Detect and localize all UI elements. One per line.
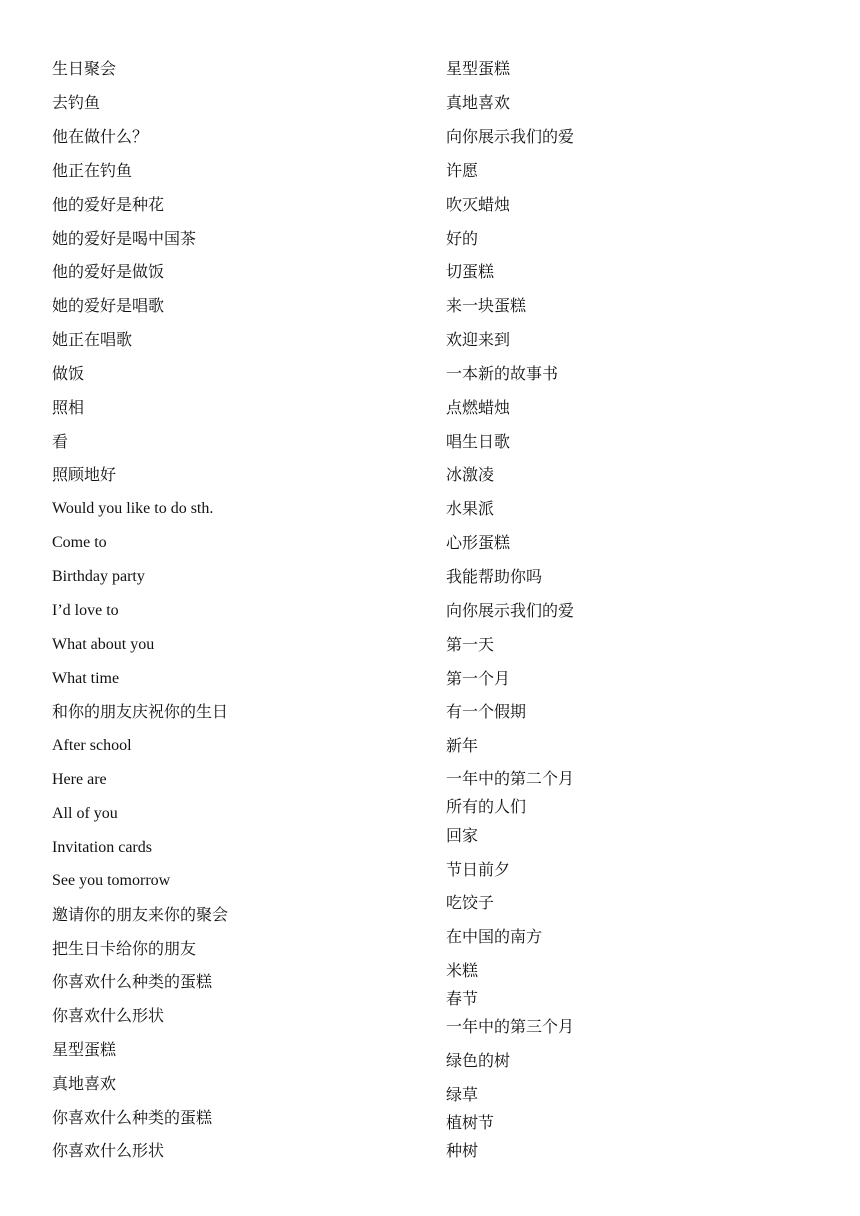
right-column-line: 冰激凌 xyxy=(446,465,495,484)
right-column-line: 水果派 xyxy=(446,499,495,518)
left-column-line: 星型蛋糕 xyxy=(52,1040,117,1059)
right-column-line: 所有的人们 xyxy=(446,797,527,816)
right-column-line: 第一个月 xyxy=(446,669,511,688)
right-column-line: 吃饺子 xyxy=(446,893,495,912)
right-column-line: 种树 xyxy=(446,1141,479,1160)
left-column-line: Come to xyxy=(52,534,107,551)
left-column-line: Invitation cards xyxy=(52,839,152,856)
left-column-line: 她的爱好是唱歌 xyxy=(52,296,165,315)
left-column-line: 照顾地好 xyxy=(52,465,117,484)
right-column-line: 好的 xyxy=(446,229,479,248)
right-column-line: 向你展示我们的爱 xyxy=(446,601,575,620)
left-column-line: 邀请你的朋友来你的聚会 xyxy=(52,905,229,924)
right-column-line: 回家 xyxy=(446,826,479,845)
right-column-line: 许愿 xyxy=(446,161,479,180)
right-column-line: 吹灭蜡烛 xyxy=(446,195,511,214)
right-column-line: 一年中的第三个月 xyxy=(446,1017,575,1036)
left-column-line: What about you xyxy=(52,636,155,653)
right-column-line: 唱生日歌 xyxy=(446,432,511,451)
left-column-line: I’d love to xyxy=(52,602,119,619)
left-column-line: 她的爱好是喝中国茶 xyxy=(52,229,197,248)
left-column-line: 看 xyxy=(52,432,69,451)
right-column-line: 一本新的故事书 xyxy=(446,364,559,383)
right-column-line: 真地喜欢 xyxy=(446,93,511,112)
left-column-line: 做饭 xyxy=(52,364,85,383)
left-column-line: All of you xyxy=(52,805,118,822)
left-column-line: Would you like to do sth. xyxy=(52,500,214,517)
right-column-line: 在中国的南方 xyxy=(446,927,543,946)
right-column-line: 第一天 xyxy=(446,635,495,654)
left-column-line: 他的爱好是种花 xyxy=(52,195,165,214)
left-column-line: 他在做什么？ xyxy=(52,127,149,146)
right-column-line: 植树节 xyxy=(446,1113,495,1132)
left-column-line: 照相 xyxy=(52,398,85,417)
left-column-line: 你喜欢什么形状 xyxy=(52,1141,165,1160)
left-column-line: 他的爱好是做饭 xyxy=(52,262,165,281)
left-column-line: 你喜欢什么种类的蛋糕 xyxy=(52,1108,213,1127)
right-column-line: 向你展示我们的爱 xyxy=(446,127,575,146)
right-column-line: 米糕 xyxy=(446,961,479,980)
right-column-line: 春节 xyxy=(446,989,479,1008)
left-column-line: Here are xyxy=(52,771,107,788)
right-column-line: 点燃蜡烛 xyxy=(446,398,511,417)
right-column-line: 星型蛋糕 xyxy=(446,59,511,78)
right-column-line: 欢迎来到 xyxy=(446,330,511,349)
left-column-line: 生日聚会 xyxy=(52,59,117,78)
left-column-line: 你喜欢什么形状 xyxy=(52,1006,165,1025)
left-column-line: What time xyxy=(52,670,120,687)
right-column-line: 新年 xyxy=(446,736,479,755)
right-column-line: 绿草 xyxy=(446,1085,479,1104)
right-column-line: 来一块蛋糕 xyxy=(446,296,527,315)
left-column-line: See you tomorrow xyxy=(52,872,171,889)
left-column-line: 真地喜欢 xyxy=(52,1074,117,1093)
right-column-line: 一年中的第二个月 xyxy=(446,769,575,788)
left-column-line: 去钓鱼 xyxy=(52,93,101,112)
left-column-line: After school xyxy=(52,737,132,754)
left-column-line: 你喜欢什么种类的蛋糕 xyxy=(52,972,213,991)
left-column-line: 她正在唱歌 xyxy=(52,330,133,349)
left-column-line: 和你的朋友庆祝你的生日 xyxy=(52,702,229,721)
right-column-line: 我能帮助你吗 xyxy=(446,567,543,586)
left-column-line: 把生日卡给你的朋友 xyxy=(52,939,197,958)
left-column-line: 他正在钓鱼 xyxy=(52,161,133,180)
left-column-line: Birthday party xyxy=(52,568,145,585)
right-column-line: 节日前夕 xyxy=(446,860,511,879)
right-column-line: 心形蛋糕 xyxy=(446,533,511,552)
right-column-line: 切蛋糕 xyxy=(446,262,495,281)
right-column-line: 绿色的树 xyxy=(446,1051,511,1070)
right-column-line: 有一个假期 xyxy=(446,702,527,721)
